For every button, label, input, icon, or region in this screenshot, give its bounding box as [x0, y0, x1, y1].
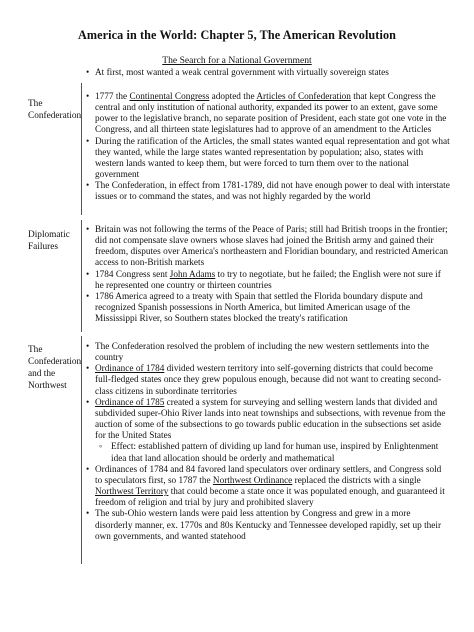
underlined-term: Ordinance of 1784	[95, 364, 165, 375]
bullet-text: During the ratification of the Articles, the small states wanted equal representation and got what they wanted, while the large states wanted representation by population; also, states with western lands wanted to keep them, but were forced to turn them over to the national government	[95, 136, 450, 181]
section-divider-confederation-northwest	[81, 336, 82, 564]
bullet-marker: •	[86, 68, 90, 78]
bullet-text: Ordinances of 1784 and 84 favored land speculators over ordinary settlers, and Congress sold to speculators first, so 1787 the	[95, 464, 442, 486]
bullet-marker: •	[86, 291, 90, 302]
sub-bullet-item	[86, 442, 450, 464]
bullet-marker: •	[86, 342, 90, 352]
bullet-text: Effect: established pattern of dividing up land for human use, inspired by Enlightenment idea that land allocation should be orderly and mathematical	[111, 442, 439, 464]
underlined-term: Continental Congress	[129, 92, 210, 102]
underlined-term: Articles of Confederation	[256, 92, 351, 102]
underlined-term: Northwest Ordinance	[212, 475, 293, 486]
section-body-diplomatic-failures	[86, 225, 450, 325]
section-heading: The Search for a National Government	[162, 55, 312, 66]
bullet-item	[86, 270, 450, 292]
bullet-text: The sub-Ohio western lands were paid less attention by Congress and grew in a more disorderly manner, ex. 1770s and 80s Kentucky and Tennessee developed rapidly, set up their own governments, and wanted statehood	[95, 509, 442, 542]
bullet-item	[86, 225, 450, 270]
bullet-item	[86, 342, 450, 364]
bullet-item	[86, 137, 450, 182]
bullet-item	[86, 398, 450, 443]
page-title: America in the World: Chapter 5, The American Revolution	[77, 28, 397, 42]
section-label-confederation-northwest: The Confederation and the Northwest	[28, 345, 82, 391]
bullet-marker: •	[86, 509, 90, 520]
bullet-item	[86, 509, 450, 542]
bullet-marker: •	[86, 464, 90, 475]
bullet-text: The Confederation resolved the problem of including the new western settlements into the country	[95, 342, 429, 364]
bullet-text: The Confederation, in effect from 1781-1789, did not have enough power to deal with interstate issues or to command the states, and was not highly regarded by the world	[95, 181, 450, 203]
bullet-text: 1786 America agreed to a treaty with Spain that settled the Florida boundary dispute and recognized Spanish possessions in North America, but limited American usage of the Mississippi River, so Southern states blocked the treaty's ratification	[95, 291, 423, 325]
bullet-text: 1784 Congress sent	[95, 269, 170, 280]
bullet-item	[86, 181, 450, 203]
bullet-marker: •	[86, 136, 90, 147]
section-divider-confederation	[81, 83, 82, 215]
bullet-text: that kept Congress the central and only institution of national authority, expanded its power to an extent, gave some power to the legislative branch, no separate position of President, each state got one vote in the Congress, and all thirteen state legislatures had to approve of an amendment to the Articles	[95, 92, 447, 136]
bullet-item	[86, 92, 450, 137]
section-label-confederation: The Confederation	[28, 99, 82, 121]
section-body-confederation	[86, 92, 450, 204]
bullet-item	[86, 292, 450, 325]
intro-text: At first, most wanted a weak central government with virtually sovereign states	[95, 68, 389, 78]
section-divider-diplomatic-failures	[81, 220, 82, 332]
bullet-marker: •	[86, 92, 90, 102]
bullet-text: created a system for surveying and selling western lands that divided and subdivided super-Ohio River lands into neat townships and subsections, with revenue from the auction of some of the subsections to go towards public education in the subsections set aside for the United States	[95, 397, 446, 442]
bullet-text: Britain was not following the terms of the Peace of Paris; still had British troops in the frontier; did not compensate slave owners whose slaves had joined the British army and gained their freedom, disputes over America's northeastern and Floridian boundary, and restricted American access to non-British markets	[95, 225, 448, 269]
underlined-term: Ordinance of 1785	[95, 397, 165, 408]
bullet-item	[86, 465, 450, 510]
bullet-marker: •	[86, 364, 90, 375]
underlined-term: John Adams	[169, 269, 216, 280]
bullet-text: adopted the	[209, 92, 257, 102]
bullet-text: 1777 the	[95, 92, 130, 102]
bullet-item	[86, 364, 450, 397]
bullet-text: divided western territory into self-governing districts that could become full-fledged states once they grew populous enough, because did not want to creating second-class citizens in subordinate territories	[95, 364, 442, 397]
intro-bullet	[86, 68, 450, 79]
bullet-marker: ◦	[99, 442, 103, 453]
bullet-marker: •	[86, 181, 90, 192]
intro-block	[86, 68, 450, 79]
bullet-marker: •	[86, 225, 90, 235]
section-label-diplomatic-failures: Diplomatic Failures	[28, 230, 70, 252]
bullet-text: replaced the districts with a single	[292, 475, 421, 486]
bullet-text: that could become a state once it was populated enough, and guaranteed it freedom of religion and trial by jury and prohibited slavery	[95, 487, 445, 509]
underlined-term: Northwest Territory	[95, 487, 169, 498]
section-body-confederation-northwest	[86, 342, 450, 543]
bullet-marker: •	[86, 269, 90, 280]
bullet-text: to try to negotiate, but he failed; the English were not sure if he represented one country or thirteen countries	[95, 269, 441, 291]
bullet-marker: •	[86, 397, 90, 408]
